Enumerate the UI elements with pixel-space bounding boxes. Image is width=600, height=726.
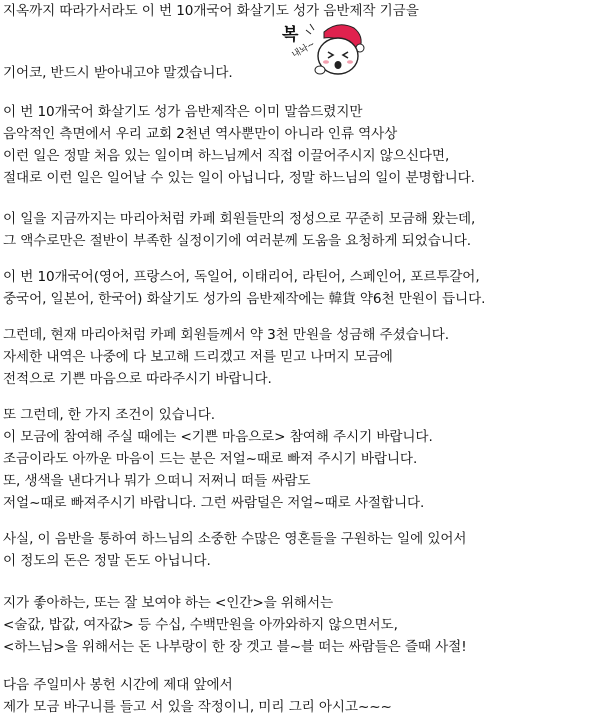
paragraph-1	[3, 101, 597, 189]
text-line: 지가 좋아하는, 또는 잘 보여야 하는 <인간>을 위해서는	[3, 595, 334, 611]
paragraph-2	[3, 208, 597, 252]
text-line: 이 번 10개국어(영어, 프랑스어, 독일어, 이태리어, 라틴어, 스페인어, 포르투갈어,	[3, 269, 480, 285]
text-line: 조금이라도 아까운 마음이 드는 분은 저얼~때로 빠져 주시기 바랍니다.	[3, 451, 418, 467]
paragraph-7	[3, 592, 597, 658]
paragraph-5	[3, 404, 597, 514]
intro-line-1: 지옥까지 따라가서라도 이 번 10개국어 화살기도 성가 음반제작 기금을	[3, 3, 419, 19]
text-line: 전적으로 기쁜 마음으로 따라주시기 바랍니다.	[3, 371, 272, 387]
text-line: 이 모금에 참여해 주실 때에는 <기쁜 마음으로> 참여해 주시기 바랍니다.	[3, 429, 433, 445]
text-line: 자세한 내역은 나중에 다 보고해 드리겠고 저를 믿고 나머지 모금에	[3, 349, 393, 365]
text-line: 또 그런데, 한 가지 조건이 있습니다.	[3, 407, 215, 423]
cartoon-sticker	[280, 18, 366, 84]
text-line: 음악적인 측면에서 우리 교회 2천년 역사뿐만이 아니라 인류 역사상	[3, 126, 398, 142]
text-line: 그런데, 현재 마리아처럼 카페 회원들께서 약 3천 만원을 성금해 주셨습니다.	[3, 327, 449, 343]
text-line: 이런 일은 정말 처음 있는 일이며 하느님께서 직접 이끌어주시지 않으신다면,	[3, 148, 450, 164]
cartoon-character-icon	[280, 18, 366, 84]
text-line: 절대로 이런 일은 일어날 수 있는 일이 아닙니다, 정말 하느님의 일이 분명합니다.	[3, 170, 475, 186]
text-line: 저얼~때로 빠져주시기 바랍니다. 그런 싸람덜은 저얼~때로 사절합니다.	[3, 495, 425, 511]
text-line: 다음 주일미사 봉헌 시간에 제대 앞에서	[3, 677, 233, 693]
text-line: 이 번 10개국어 화살기도 성가 음반제작은 이미 말씀드렸지만	[3, 104, 363, 120]
text-line: 또, 생색을 낸다거나 뭐가 으떠니 저쩌니 떠들 싸람도	[3, 473, 311, 489]
text-line: <술값, 밥값, 여자값> 등 수십, 수백만원을 아까와하지 않으면서도,	[3, 617, 398, 633]
sticker-text-main: 복	[282, 25, 299, 45]
text-line: 이 일을 지금까지는 마리아처럼 카페 회원들만의 정성으로 꾸준히 모금해 왔는데,	[3, 211, 476, 227]
text-line: 중국어, 일본어, 한국어) 화살기도 성가의 음반제작에는 韓貨 약6천 만원이 듭니다.	[3, 291, 486, 307]
paragraph-4	[3, 324, 597, 390]
paragraph-6	[3, 528, 597, 572]
sticker-text-sub: 내놔~	[290, 39, 318, 61]
text-line: <하느님>을 위해서는 돈 나부랑이 한 장 겟고 블~블 떠는 싸람들은 즐때 사절!	[3, 639, 467, 655]
text-line: 제가 모금 바구니를 들고 서 있을 작정이니, 미리 그리 아시고~~~	[3, 699, 392, 715]
text-line: 그 액수로만은 절반이 부족한 실정이기에 여러분께 도움을 요청하게 되었습니다.	[3, 233, 472, 249]
paragraph-3	[3, 266, 597, 310]
intro-line-2: 기어코, 반드시 받아내고야 말겠습니다.	[3, 65, 233, 81]
letter-body	[3, 0, 597, 718]
text-line: 이 정도의 돈은 정말 돈도 아닙니다.	[3, 553, 211, 569]
text-line: 사실, 이 음반을 통하여 하느님의 소중한 수많은 영혼들을 구원하는 일에 있어서	[3, 531, 467, 547]
paragraph-8	[3, 674, 597, 718]
